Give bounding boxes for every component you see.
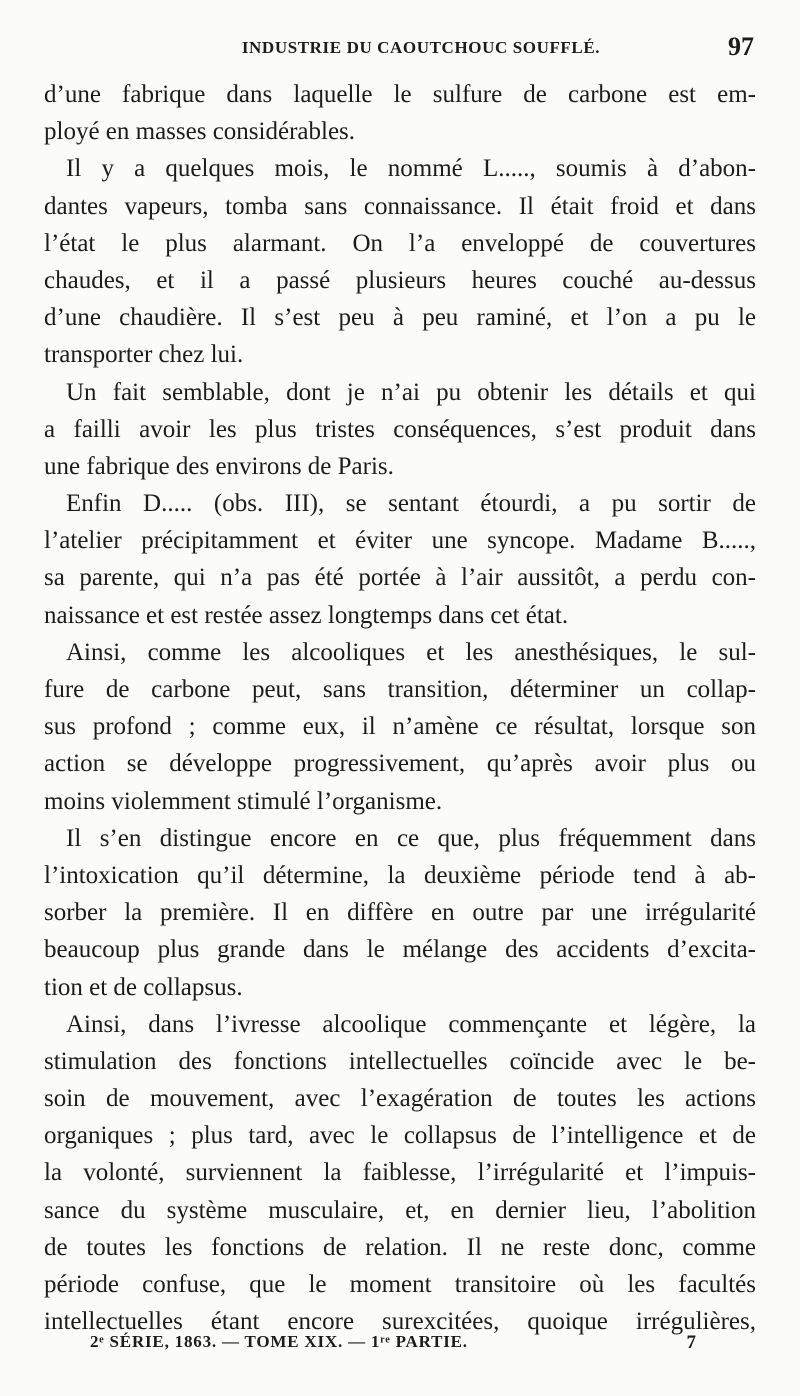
text-line: fure de carbone peut, sans transition, déterminer un collap- bbox=[44, 676, 756, 703]
text-line: une fabrique des environs de Paris. bbox=[44, 452, 394, 480]
text-line: sorber la première. Il en diffère en outre par une irrégularité bbox=[44, 899, 756, 927]
page-footer bbox=[90, 1332, 696, 1360]
text-line: de toutes les fonctions de relation. Il ne reste donc, comme bbox=[44, 1233, 756, 1261]
series-note: 2ᵉ SÉRIE, 1863. — TOME XIX. — 1ʳᵉ PARTIE. bbox=[90, 1332, 468, 1351]
text-line: stimulation des fonctions intellectuelles coïncide avec le be- bbox=[44, 1047, 756, 1075]
text-line: sus profond ; comme eux, il n’amène ce résultat, lorsque son bbox=[44, 713, 756, 741]
page-number: 97 bbox=[728, 32, 754, 61]
text-line: Enfin D..... (obs. III), se sentant étourdi, a pu sortir de bbox=[66, 490, 756, 518]
text-line: chaudes, et il a passé plusieurs heures couché au-dessus bbox=[44, 266, 756, 294]
text-line: Ainsi, comme les alcooliques et les anesthésiques, le sul- bbox=[66, 638, 756, 666]
text-line: intellectuelles étant encore surexcitées, quoique irrégulières, bbox=[44, 1308, 756, 1336]
text-line: sance du système musculaire, et, en dernier lieu, l’abolition bbox=[44, 1196, 756, 1224]
text-line: moins violemment stimulé l’organisme. bbox=[44, 787, 443, 815]
text-line: soin de mouvement, avec l’exagération de toutes les actions bbox=[44, 1085, 756, 1113]
text-line: beaucoup plus grande dans le mélange des accidents d’excita- bbox=[44, 936, 756, 964]
text-line: Il y a quelques mois, le nommé L....., soumis à d’abon- bbox=[66, 155, 756, 183]
text-line: période confuse, que le moment transitoire où les facultés bbox=[44, 1271, 756, 1298]
page-header bbox=[48, 34, 754, 70]
text-line: ployé en masses considérables. bbox=[44, 118, 356, 146]
text-line: Un fait semblable, dont je n’ai pu obtenir les détails et qui bbox=[66, 378, 756, 406]
text-line: d’une fabrique dans laquelle le sulfure de carbone est em- bbox=[44, 81, 756, 108]
text-line: l’atelier précipitamment et éviter une syncope. Madame B....., bbox=[44, 527, 756, 555]
text-line: a failli avoir les plus tristes conséquences, s’est produit dans bbox=[44, 415, 756, 443]
text-line: la volonté, surviennent la faiblesse, l’irrégularité et l’impuis- bbox=[44, 1159, 756, 1187]
running-title: INDUSTRIE DU CAOUTCHOUC SOUFFLÉ. bbox=[241, 38, 601, 57]
text-line: Il s’en distingue encore en ce que, plus fréquemment dans bbox=[66, 824, 756, 852]
body-text bbox=[44, 76, 756, 1340]
text-line: naissance et est restée assez longtemps dans cet état. bbox=[44, 601, 569, 629]
text-line: l’intoxication qu’il détermine, la deuxième période tend à ab- bbox=[44, 861, 756, 889]
text-line: transporter chez lui. bbox=[44, 341, 244, 369]
text-line: Ainsi, dans l’ivresse alcoolique commençante et légère, la bbox=[66, 1010, 756, 1038]
text-line: action se développe progressivement, qu’après avoir plus ou bbox=[44, 750, 756, 778]
text-line: l’état le plus alarmant. On l’a enveloppé de couvertures bbox=[44, 229, 756, 257]
text-line: tion et de collapsus. bbox=[44, 973, 243, 1001]
text-line: dantes vapeurs, tomba sans connaissance. Il était froid et dans bbox=[44, 192, 756, 220]
signature-mark: 7 bbox=[686, 1332, 696, 1353]
text-line: d’une chaudière. Il s’est peu à peu raminé, et l’on a pu le bbox=[44, 304, 756, 332]
text-line: organiques ; plus tard, avec le collapsus de l’intelligence et de bbox=[44, 1122, 756, 1150]
text-line: sa parente, qui n’a pas été portée à l’air aussitôt, a perdu con- bbox=[44, 564, 756, 592]
